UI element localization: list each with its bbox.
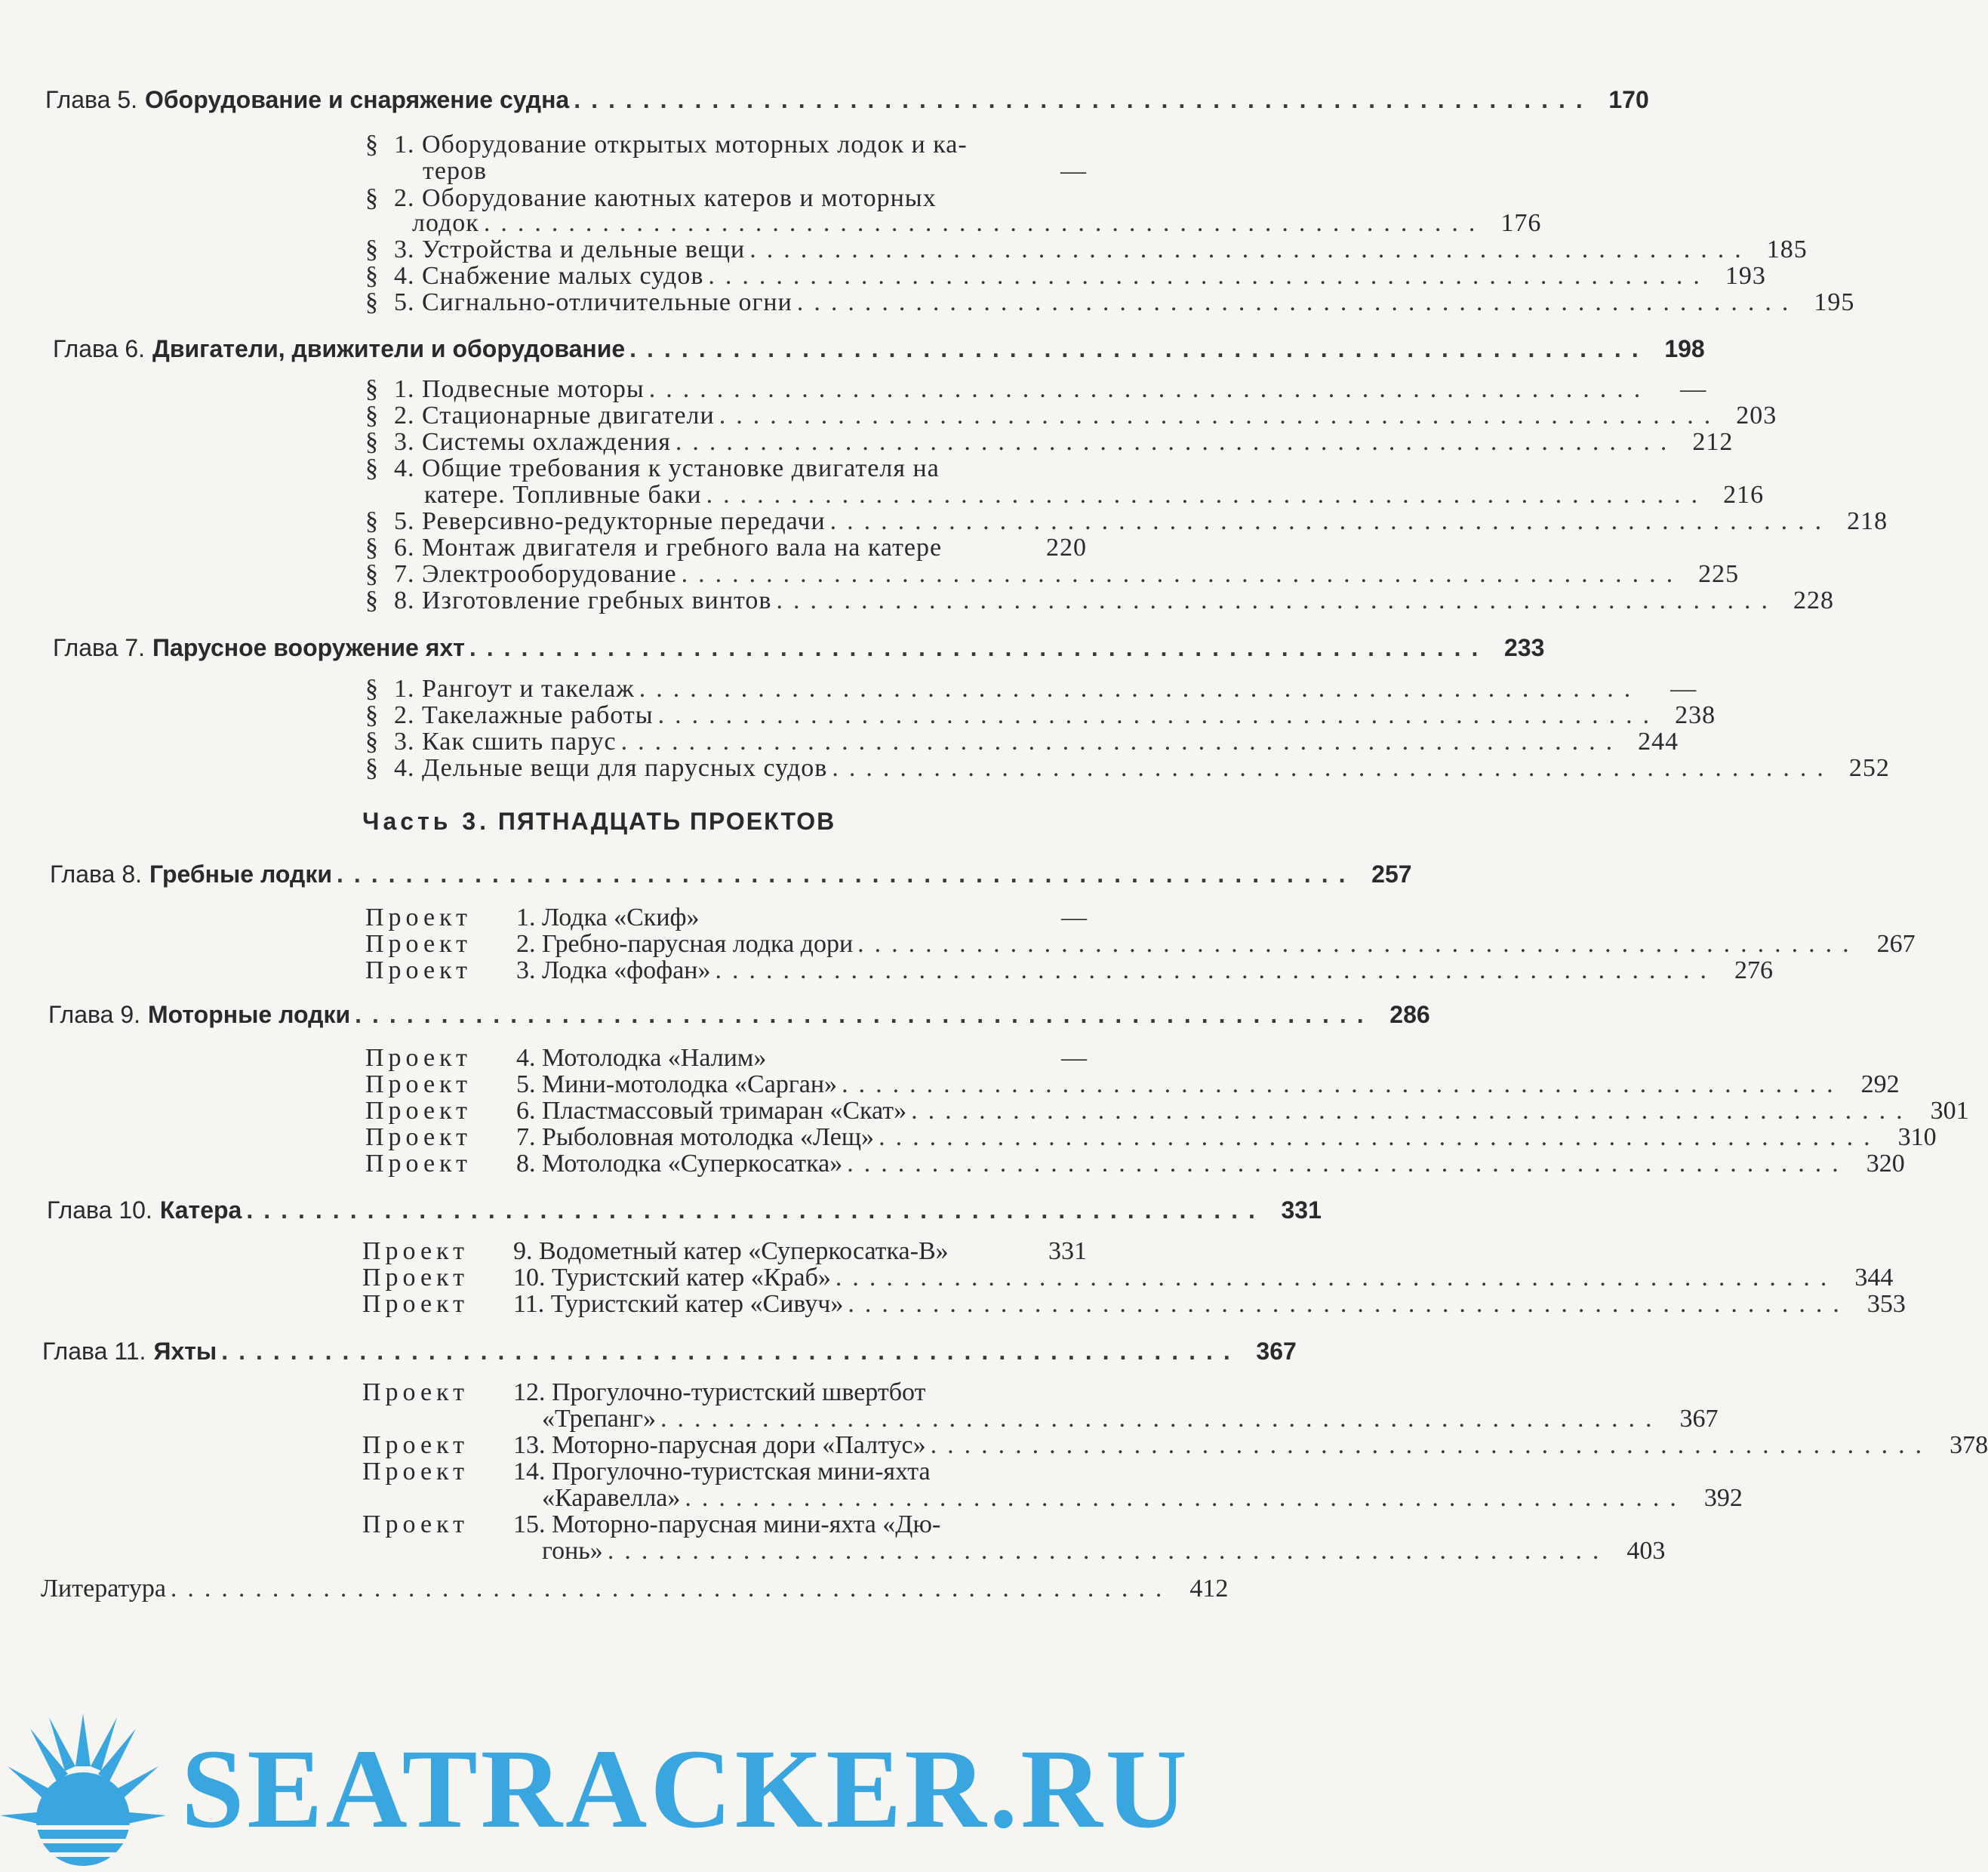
page-number: 220 xyxy=(1046,534,1087,562)
toc-project[interactable] xyxy=(365,1043,1087,1073)
page-number: 198 xyxy=(1664,335,1705,362)
toc-section[interactable] xyxy=(365,235,1808,265)
section-title: 5. Сигнально-отличительные огни xyxy=(394,288,792,316)
leader-dots: ........................................................... xyxy=(483,209,1486,237)
section-title: 3. Устройства и дельные вещи xyxy=(394,236,746,263)
page-number: 267 xyxy=(1876,930,1916,958)
page-number: — xyxy=(1061,1044,1087,1072)
page-number: 353 xyxy=(1866,1290,1906,1318)
toc-section[interactable] xyxy=(365,700,1716,731)
chapter-label: Глава 7. xyxy=(53,634,146,661)
page-number: 292 xyxy=(1860,1070,1900,1098)
section-sign: § xyxy=(365,534,379,562)
leader-dots: ........................................................... xyxy=(842,1070,1844,1098)
section-title-cont: теров xyxy=(423,157,488,185)
toc-section[interactable] xyxy=(365,401,1777,431)
chapter-title: Моторные лодки xyxy=(148,1001,351,1028)
leader-dots: ........................................................... xyxy=(911,1097,1913,1125)
toc-project-cont[interactable] xyxy=(542,1404,1719,1434)
toc-project[interactable] xyxy=(362,1457,1034,1487)
toc-chapter-10[interactable] xyxy=(47,1195,1322,1225)
page-number: 286 xyxy=(1389,1001,1430,1028)
project-word: Проект xyxy=(365,1123,472,1151)
toc-section[interactable] xyxy=(365,427,1734,457)
page-number: 185 xyxy=(1766,236,1808,263)
section-title: 2. Стационарные двигатели xyxy=(394,402,715,430)
page-number: — xyxy=(1670,675,1697,703)
chapter-label: Глава 8. xyxy=(50,861,143,888)
section-title: 4. Общие требования к установке двигателя на xyxy=(394,454,940,482)
project-title-cont: «Трепанг» xyxy=(542,1405,656,1433)
toc-project[interactable] xyxy=(365,903,1087,933)
page-number: 320 xyxy=(1866,1150,1905,1178)
leader-dots: ........................................................... xyxy=(879,1123,1881,1151)
project-word: Проект xyxy=(365,904,472,931)
page-number: 367 xyxy=(1256,1338,1297,1365)
project-word: Проект xyxy=(362,1290,469,1318)
project-title: 9. Водометный катер «Суперкосатка-В» xyxy=(513,1237,949,1265)
toc-section-cont[interactable] xyxy=(424,480,1765,510)
page-number: 310 xyxy=(1897,1123,1937,1151)
toc-section[interactable] xyxy=(365,288,1855,318)
toc-section[interactable] xyxy=(365,559,1740,590)
section-sign: § xyxy=(365,402,379,430)
project-word: Проект xyxy=(365,1070,472,1098)
leader-dots: ........................................................... xyxy=(657,701,1660,729)
chapter-title: Двигатели, движители и оборудование xyxy=(152,335,626,362)
project-word: Проект xyxy=(365,1044,472,1072)
page-number: 203 xyxy=(1736,402,1777,430)
section-sign: § xyxy=(365,131,379,159)
section-sign: § xyxy=(365,375,379,403)
toc-project[interactable] xyxy=(362,1378,1034,1408)
page-number: — xyxy=(1060,157,1087,185)
chapter-title: Гребные лодки xyxy=(149,861,332,888)
leader-dots: ........................................................... xyxy=(832,754,1834,782)
part-label: Часть 3. xyxy=(362,808,490,835)
page-number: 170 xyxy=(1608,86,1649,113)
toc-literature[interactable] xyxy=(41,1574,1229,1604)
leader-dots: ........................................................... xyxy=(835,1264,1838,1292)
literature-title: Литература xyxy=(41,1575,166,1603)
chapter-label: Глава 9. xyxy=(48,1001,141,1028)
page-number: 225 xyxy=(1698,560,1740,588)
leader-dots: ........................................................... xyxy=(749,236,1752,263)
project-title: 4. Мотолодка «Налим» xyxy=(516,1044,767,1072)
toc-project[interactable] xyxy=(362,1289,1906,1319)
section-sign: § xyxy=(365,262,379,290)
page-number: — xyxy=(1680,375,1707,403)
section-sign: § xyxy=(365,507,379,535)
leader-dots: ........................................................... xyxy=(246,1196,1266,1224)
page-number: 228 xyxy=(1793,587,1834,614)
project-word: Проект xyxy=(362,1510,469,1538)
toc-chapter-6[interactable] xyxy=(53,334,1705,364)
toc-project[interactable] xyxy=(365,929,1916,959)
project-word: Проект xyxy=(365,956,472,984)
toc-project[interactable] xyxy=(362,1430,1988,1461)
leader-dots: ........................................................... xyxy=(796,288,1799,316)
toc-project-cont[interactable] xyxy=(542,1536,1666,1566)
chapter-title: Катера xyxy=(159,1196,242,1224)
page-number: 195 xyxy=(1814,288,1855,316)
section-sign: § xyxy=(365,728,379,756)
toc-project[interactable] xyxy=(365,956,1773,986)
project-title-cont: гонь» xyxy=(542,1537,603,1565)
section-title: 8. Изготовление гребных винтов xyxy=(394,587,772,614)
leader-dots: ........................................................... xyxy=(629,335,1649,362)
leader-dots: ........................................................... xyxy=(469,634,1489,661)
leader-dots: ........................................................... xyxy=(776,587,1778,614)
project-title: 2. Гребно-парусная лодка дори xyxy=(516,930,854,958)
leader-dots: ........................................................... xyxy=(639,675,1642,703)
toc-section[interactable] xyxy=(365,586,1834,616)
toc-chapter-5[interactable] xyxy=(45,85,1649,115)
project-title: 15. Моторно-парусная мини-яхта «Дю- xyxy=(513,1510,941,1538)
project-title-cont: «Каравелла» xyxy=(542,1484,681,1512)
leader-dots: ........................................................... xyxy=(848,1290,1850,1318)
project-title: 13. Моторно-парусная дори «Палтус» xyxy=(513,1431,926,1459)
toc-project[interactable] xyxy=(362,1263,1894,1293)
leader-dots: ........................................................... xyxy=(675,428,1678,456)
leader-dots: ........................................................... xyxy=(685,1484,1687,1512)
toc-section[interactable] xyxy=(365,674,1697,704)
chapter-label: Глава 11. xyxy=(42,1338,146,1365)
section-title: 4. Снабжение малых судов xyxy=(394,262,704,290)
section-title-cont: лодок xyxy=(412,209,479,237)
page-number: 244 xyxy=(1638,728,1679,756)
section-title: 5. Реверсивно-редукторные передачи xyxy=(394,507,826,535)
page-number: 257 xyxy=(1371,861,1412,888)
leader-dots: ........................................................... xyxy=(337,861,1356,888)
page-number: 403 xyxy=(1626,1537,1666,1565)
toc-section[interactable] xyxy=(365,374,1707,405)
page-number: 276 xyxy=(1734,956,1773,984)
chapter-title: Парусное вооружение яхт xyxy=(152,634,465,661)
chapter-title: Оборудование и снаряжение судна xyxy=(145,86,570,113)
toc-chapter-11[interactable] xyxy=(42,1336,1297,1366)
toc-section[interactable] xyxy=(365,261,1766,291)
toc-section-cont[interactable] xyxy=(423,156,1087,186)
project-title: 7. Рыболовная мотолодка «Лещ» xyxy=(516,1123,875,1151)
leader-dots: ........................................................... xyxy=(719,402,1722,430)
toc-project-cont[interactable] xyxy=(542,1483,1743,1513)
project-word: Проект xyxy=(365,1150,472,1178)
toc-project[interactable] xyxy=(362,1510,1034,1540)
section-sign: § xyxy=(365,675,379,703)
section-title: 1. Подвесные моторы xyxy=(394,375,645,403)
project-word: Проект xyxy=(365,1097,472,1125)
page-number: 212 xyxy=(1692,428,1734,456)
project-title: 1. Лодка «Скиф» xyxy=(516,904,700,931)
leader-dots: ........................................................... xyxy=(857,930,1860,958)
toc-section[interactable] xyxy=(365,727,1679,757)
project-title: 8. Мотолодка «Суперкосатка» xyxy=(516,1150,843,1178)
leader-dots: ........................................................... xyxy=(930,1431,1933,1459)
page-number: 392 xyxy=(1703,1484,1743,1512)
leader-dots: ........................................................... xyxy=(620,728,1623,756)
project-word: Проект xyxy=(362,1378,469,1406)
toc-section[interactable] xyxy=(365,130,1034,160)
toc-section[interactable] xyxy=(365,533,1087,563)
section-sign: § xyxy=(365,184,379,212)
section-title: 1. Оборудование открытых моторных лодок и ка- xyxy=(394,131,968,159)
toc-section[interactable] xyxy=(365,753,1890,784)
section-title: 7. Электрооборудование xyxy=(394,560,677,588)
page-number: 193 xyxy=(1725,262,1766,290)
page-number: 301 xyxy=(1930,1097,1969,1125)
page-number: 331 xyxy=(1281,1196,1322,1224)
leader-dots: ........................................................... xyxy=(829,507,1833,535)
toc-chapter-8[interactable] xyxy=(50,859,1412,889)
project-title: 14. Прогулочно-туристская мини-яхта xyxy=(513,1458,931,1486)
page-number: 367 xyxy=(1679,1405,1719,1433)
project-word: Проект xyxy=(362,1431,469,1459)
toc-project[interactable] xyxy=(365,1149,1905,1179)
section-title: 2. Оборудование каютных катеров и моторных xyxy=(394,184,937,212)
leader-dots: ........................................................... xyxy=(574,86,1593,113)
chapter-label: Глава 5. xyxy=(45,86,138,113)
leader-dots: ........................................................... xyxy=(221,1338,1241,1365)
page-number: 378 xyxy=(1950,1431,1988,1459)
chapter-label: Глава 6. xyxy=(53,335,146,362)
leader-dots: ........................................................... xyxy=(715,956,1717,984)
page-number: 233 xyxy=(1504,634,1545,661)
toc-chapter-7[interactable] xyxy=(53,633,1545,663)
project-title: 6. Пластмассовый тримаран «Скат» xyxy=(516,1097,907,1125)
section-title: 3. Системы охлаждения xyxy=(394,428,671,456)
toc-project[interactable] xyxy=(365,1096,1969,1126)
project-title: 11. Туристский катер «Сивуч» xyxy=(513,1290,844,1318)
project-word: Проект xyxy=(362,1458,469,1486)
section-sign: § xyxy=(365,236,379,263)
leader-dots: ........................................................... xyxy=(355,1001,1374,1028)
page-number: 331 xyxy=(1048,1237,1087,1265)
page-number: 252 xyxy=(1848,754,1890,782)
section-sign: § xyxy=(365,288,379,316)
part-title: ПЯТНАДЦАТЬ ПРОЕКТОВ xyxy=(497,808,836,835)
leader-dots: ........................................................... xyxy=(847,1150,1849,1178)
project-word: Проект xyxy=(362,1264,469,1292)
page-number: 344 xyxy=(1854,1264,1894,1292)
leader-dots: ........................................................... xyxy=(706,481,1709,509)
project-word: Проект xyxy=(362,1237,469,1265)
toc-section[interactable] xyxy=(365,454,1034,484)
leader-dots: ........................................................... xyxy=(607,1537,1610,1565)
toc-section[interactable] xyxy=(365,506,1888,537)
page-number: 238 xyxy=(1675,701,1716,729)
section-sign: § xyxy=(365,701,379,729)
project-title: 12. Прогулочно-туристский швертбот xyxy=(513,1378,926,1406)
leader-dots: ........................................................... xyxy=(660,1405,1663,1433)
page-number: 218 xyxy=(1847,507,1888,535)
section-title: 3. Как сшить парус xyxy=(394,728,617,756)
section-sign: § xyxy=(365,560,379,588)
toc-section-cont[interactable] xyxy=(412,208,1542,239)
part-heading xyxy=(362,808,836,836)
toc-project[interactable] xyxy=(365,1122,1937,1153)
section-title: 1. Рангоут и такелаж xyxy=(394,675,635,703)
section-sign: § xyxy=(365,454,379,482)
leader-dots: ........................................................... xyxy=(648,375,1651,403)
project-title: 3. Лодка «фофан» xyxy=(516,956,711,984)
watermark-text: SEATRACKER.RU xyxy=(181,1726,1190,1852)
toc-project[interactable] xyxy=(362,1236,1087,1267)
section-sign: § xyxy=(365,428,379,456)
leader-dots: ........................................................... xyxy=(170,1575,1173,1603)
section-sign: § xyxy=(365,587,379,614)
section-title: 4. Дельные вещи для парусных судов xyxy=(394,754,828,782)
toc-chapter-9[interactable] xyxy=(48,999,1430,1030)
section-title: 6. Монтаж двигателя и гребного вала на катере xyxy=(394,534,943,562)
chapter-title: Яхты xyxy=(153,1338,217,1365)
toc-project[interactable] xyxy=(365,1070,1900,1100)
section-title: 2. Такелажные работы xyxy=(394,701,654,729)
section-sign: § xyxy=(365,754,379,782)
page-number: 216 xyxy=(1723,481,1765,509)
project-title: 10. Туристский катер «Краб» xyxy=(513,1264,831,1292)
page-number: — xyxy=(1061,904,1087,931)
chapter-label: Глава 10. xyxy=(47,1196,152,1224)
leader-dots: ........................................................... xyxy=(681,560,1684,588)
project-title: 5. Мини-мотолодка «Сарган» xyxy=(516,1070,838,1098)
page-number: 412 xyxy=(1189,1575,1229,1603)
section-title-cont: катере. Топливные баки xyxy=(424,481,702,509)
page-number: 176 xyxy=(1500,209,1542,237)
leader-dots: ........................................................... xyxy=(708,262,1710,290)
project-word: Проект xyxy=(365,930,472,958)
